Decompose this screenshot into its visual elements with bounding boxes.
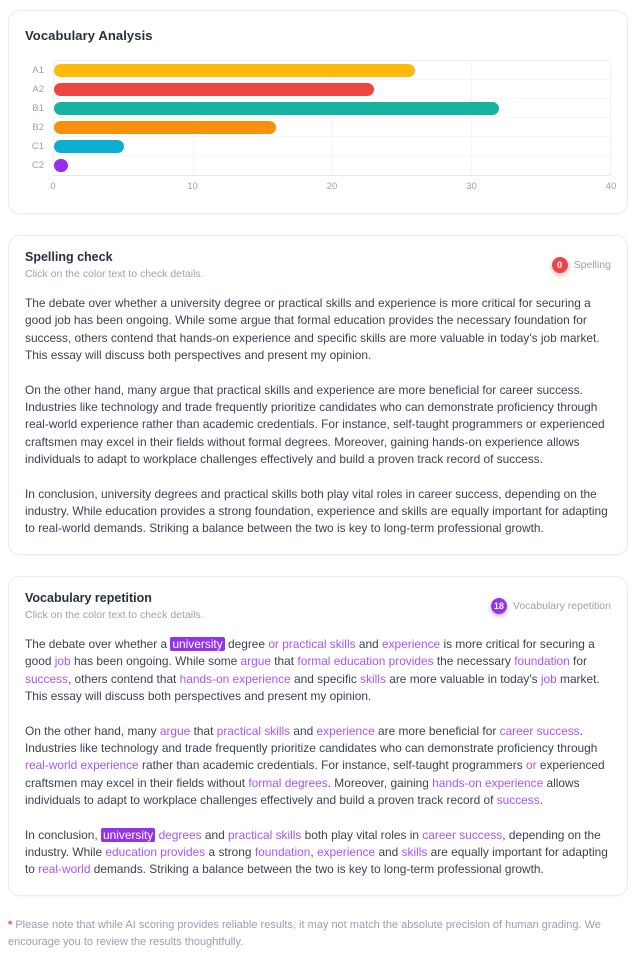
y-tick-label-c2: C2 bbox=[31, 160, 44, 171]
essay-text: and bbox=[355, 636, 382, 651]
vocabulary-bar-chart bbox=[25, 60, 617, 195]
repetition-count-badge: 18 bbox=[491, 598, 507, 614]
repeated-word[interactable]: real-world experience bbox=[25, 758, 139, 773]
essay-text: In conclusion, bbox=[25, 827, 102, 842]
vocabulary-repetition-card bbox=[8, 576, 628, 896]
essay-text: are equally important for adapting to bbox=[25, 844, 608, 877]
essay-paragraph: In conclusion, university degrees and practical skills both play vital roles in career success, depending on the industry. While education provides a strong foundation, experience and skills are equally important for adapting to real-world demands. Striking a balance between the two is key to long-term professional growth. bbox=[25, 486, 608, 536]
repetition-badge bbox=[491, 598, 611, 614]
essay-text: On the other hand, many bbox=[25, 723, 160, 738]
repeated-word[interactable]: or bbox=[525, 758, 537, 773]
x-tick-label-20: 20 bbox=[326, 181, 338, 192]
repeated-word[interactable]: success bbox=[496, 793, 540, 808]
spelling-badge-label: Spelling bbox=[573, 259, 611, 271]
repeated-word[interactable]: success bbox=[25, 671, 68, 686]
essay-text: and bbox=[201, 827, 228, 842]
essay-text: . bbox=[539, 793, 543, 808]
spelling-badge bbox=[552, 257, 611, 273]
essay-text: rather than academic credentials. For instance, self-taught programmers bbox=[138, 758, 526, 773]
repetition-header-text bbox=[25, 591, 204, 621]
repeated-word[interactable]: practical skills bbox=[228, 827, 302, 842]
repeated-word[interactable]: hands-on experience bbox=[179, 671, 291, 686]
repeated-word[interactable]: experience bbox=[381, 636, 441, 651]
bar-a1[interactable] bbox=[54, 64, 415, 77]
repeated-word[interactable]: skills bbox=[360, 671, 386, 686]
essay-text: a strong bbox=[205, 844, 255, 859]
essay-text: market. This essay will discuss both perspectives and present my opinion. bbox=[25, 671, 600, 704]
repeated-word[interactable]: hands-on experience bbox=[432, 775, 544, 790]
repeated-word[interactable]: argue bbox=[159, 723, 191, 738]
ai-scoring-disclaimer bbox=[8, 917, 628, 951]
chart-row-c1 bbox=[54, 137, 610, 156]
essay-text: , bbox=[310, 844, 317, 859]
essay-text: allows individuals to adapt to workplace challenges effectively and build a proven track record of bbox=[25, 775, 580, 808]
bar-c1[interactable] bbox=[54, 140, 124, 153]
repeated-word[interactable]: education provides bbox=[105, 844, 206, 859]
repeated-word[interactable]: foundation bbox=[254, 844, 311, 859]
chart-row-b1 bbox=[54, 99, 610, 118]
y-axis-labels bbox=[25, 60, 56, 195]
chart-row-a1 bbox=[54, 61, 610, 80]
spelling-header bbox=[25, 250, 611, 280]
bar-b1[interactable] bbox=[54, 102, 499, 115]
repetition-title: Vocabulary repetition bbox=[25, 590, 152, 605]
y-tick-label-c1: C1 bbox=[31, 141, 44, 152]
repeated-word-selected[interactable]: university bbox=[103, 827, 154, 842]
spelling-check-card bbox=[8, 235, 628, 555]
repeated-word[interactable]: job bbox=[54, 654, 71, 669]
repeated-word[interactable]: real-world bbox=[38, 862, 91, 877]
spelling-title: Spelling check bbox=[25, 250, 113, 264]
spelling-essay-text bbox=[25, 295, 611, 538]
essay-text: are more valuable in today's bbox=[385, 671, 541, 686]
essay-text: are more beneficial for bbox=[374, 723, 500, 738]
essay-text: and specific bbox=[290, 671, 361, 686]
bar-a2[interactable] bbox=[54, 83, 374, 96]
essay-text: degree bbox=[224, 636, 269, 651]
essay-text: is more critical for securing a good bbox=[25, 636, 595, 669]
x-axis-labels bbox=[50, 181, 617, 195]
repeated-word[interactable]: career success bbox=[499, 723, 580, 738]
x-tick-label-10: 10 bbox=[187, 181, 198, 192]
repetition-subtitle: Click on the color text to check details. bbox=[25, 608, 204, 621]
spelling-header-text bbox=[25, 250, 204, 280]
essay-text: both play vital roles in bbox=[301, 827, 423, 842]
x-tick-label-0: 0 bbox=[50, 181, 56, 192]
chart-plot bbox=[53, 60, 611, 176]
essay-text: The debate over whether a bbox=[25, 636, 171, 651]
repeated-word[interactable]: career success bbox=[422, 827, 503, 842]
y-tick-label-a1: A1 bbox=[32, 65, 44, 76]
essay-paragraph bbox=[25, 636, 611, 706]
plot-wrap bbox=[50, 60, 617, 195]
y-tick-label-b1: B1 bbox=[32, 103, 44, 114]
spelling-subtitle: Click on the color text to check details. bbox=[25, 268, 204, 280]
bar-b2[interactable] bbox=[54, 121, 276, 134]
spelling-count-badge: 0 bbox=[552, 257, 568, 273]
repeated-word[interactable]: formal education provides bbox=[297, 654, 434, 669]
essay-text: . Moreover, gaining bbox=[327, 775, 433, 790]
repeated-word-selected[interactable]: university bbox=[172, 636, 223, 651]
chart-title: Vocabulary Analysis bbox=[25, 28, 153, 43]
repeated-word[interactable]: experience bbox=[316, 844, 376, 859]
y-tick-label-b2: B2 bbox=[32, 122, 44, 133]
repetition-essay-text bbox=[25, 636, 611, 879]
chart-row-b2 bbox=[54, 118, 610, 137]
repeated-word[interactable]: experience bbox=[316, 723, 375, 738]
essay-text: demands. Striking a balance between the two is key to long-term professional growth. bbox=[90, 862, 544, 877]
bar-c2[interactable] bbox=[54, 159, 68, 172]
x-tick-label-40: 40 bbox=[605, 181, 617, 192]
repeated-word[interactable]: skills bbox=[401, 844, 428, 859]
repetition-header bbox=[25, 591, 611, 621]
essay-text: , depending on the industry. While bbox=[25, 827, 601, 859]
repetition-badge-label: Vocabulary repetition bbox=[512, 599, 611, 612]
essay-paragraph: On the other hand, many argue that practical skills and experience are more beneficial for career success. Industries like technology and trade frequently prioritize candidates who can demonstrate proficiency through real-world experience rather than academic credentials. For instance, self-taught programmers or experienced craftsmen may excel in their fields without formal degrees. Moreover, gaining hands-on experience allows individuals to adapt to workplace challenges effectively and build a proven track record of success. bbox=[25, 382, 605, 467]
x-tick-label-30: 30 bbox=[466, 181, 477, 192]
essay-text: has been ongoing. While some bbox=[70, 654, 241, 669]
y-tick-label-a2: A2 bbox=[32, 84, 44, 95]
chart-row-c2 bbox=[54, 156, 610, 175]
essay-text: and bbox=[375, 844, 402, 859]
essay-text: that bbox=[270, 654, 298, 669]
essay-text: for bbox=[569, 654, 587, 669]
essay-paragraph bbox=[25, 827, 611, 879]
essay-text: the necessary bbox=[433, 654, 515, 669]
chart-row-a2 bbox=[54, 80, 610, 99]
repeated-word[interactable]: or practical skills bbox=[268, 636, 356, 651]
disclaimer-text: Please note that while AI scoring provides reliable results, it may not match the absolute precision of human grading. We encourage you to review the results thoughtfully. bbox=[8, 918, 601, 948]
essay-text: , others contend that bbox=[67, 671, 180, 686]
essay-text: . Industries like technology and trade frequently prioritize candidates who can demonstrate proficiency through bbox=[25, 723, 598, 755]
vocabulary-analysis-card bbox=[8, 10, 628, 214]
essay-text: and bbox=[290, 723, 317, 738]
repeated-word[interactable]: foundation bbox=[514, 654, 570, 669]
essay-text: that bbox=[190, 723, 217, 738]
repeated-word[interactable]: degrees bbox=[158, 827, 202, 842]
essay-text: experienced craftsmen may excel in their fields without bbox=[25, 758, 605, 790]
repeated-word[interactable]: practical skills bbox=[216, 723, 291, 738]
asterisk: * bbox=[8, 918, 13, 931]
repeated-word[interactable]: formal degrees bbox=[248, 775, 328, 790]
repeated-word[interactable]: job bbox=[540, 671, 557, 686]
essay-paragraph: The debate over whether a university degree or practical skills and experience is more critical for securing a good job has been ongoing. While some argue that formal education provides the necessary foundation for success, others contend that hands-on experience and specific skills are more valuable in today's job market. This essay will discuss both perspectives and present my opinion. bbox=[25, 296, 600, 363]
repeated-word[interactable]: argue bbox=[240, 654, 271, 669]
essay-paragraph bbox=[25, 723, 611, 810]
